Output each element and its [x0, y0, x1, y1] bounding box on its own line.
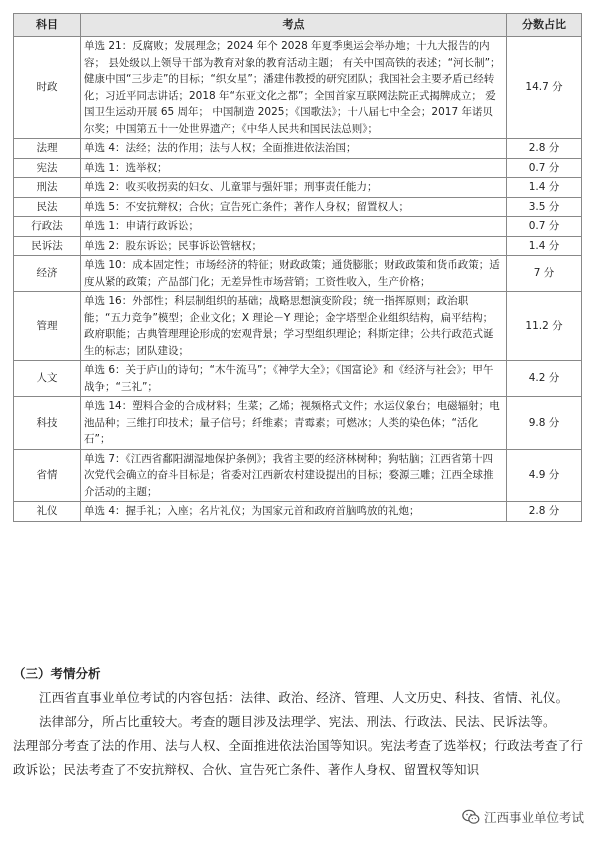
header-subject: 科目	[14, 14, 81, 37]
row-subject: 民诉法	[14, 236, 81, 256]
table-row	[14, 139, 582, 159]
table-row	[14, 449, 582, 502]
analysis-paragraph: 法律部分，所占比重较大。考查的题目涉及法理学、宪法、刑法、行政法、民法、民诉法等。	[39, 714, 556, 729]
row-score: 4.2 分	[507, 361, 582, 397]
row-subject: 刑法	[14, 178, 81, 198]
table-row	[14, 37, 582, 139]
table-header-row	[14, 14, 582, 37]
row-subject: 科技	[14, 397, 81, 450]
table-row	[14, 217, 582, 237]
exam-analysis-section	[13, 658, 583, 782]
table-row	[14, 397, 582, 450]
row-score: 1.4 分	[507, 178, 582, 198]
row-score: 1.4 分	[507, 236, 582, 256]
watermark-text: 江西事业单位考试	[483, 810, 584, 825]
row-subject: 管理	[14, 292, 81, 361]
analysis-paragraph: 法理部分考查了法的作用、法与人权、全面推进依法治国等知识。宪法考查了选举权；行政法考查了行政诉讼；民法考查了不安抗辩权、合伙、宣告死亡条件、著作人身权、留置权等知识	[13, 738, 583, 777]
table-row	[14, 197, 582, 217]
row-points: 单选 1：申请行政诉讼；	[81, 217, 507, 237]
row-points: 单选 16：外部性；科层制组织的基础；战略思想演变阶段；统一指挥原则；政治职能；“五力竞争”模型；企业文化；X 理论－Y 理论；金字塔型企业组织结构，扁平结构；政府职能；古典管理理论形成的宏观背景；学习型组织理论；科斯定律；公共行政范式诞生的标志；团队建设；	[81, 292, 507, 361]
row-subject: 人文	[14, 361, 81, 397]
row-score: 0.7 分	[507, 158, 582, 178]
row-score: 2.8 分	[507, 502, 582, 522]
row-points: 单选 14：塑料合金的合成材料；生菜；乙烯；视频格式文件；水运仪象台；电磁辐射；电池品种；三维打印技术；量子信号；纤维素；青霉素；可燃冰；人类的染色体；“活化石”；	[81, 397, 507, 450]
row-subject: 宪法	[14, 158, 81, 178]
row-subject: 民法	[14, 197, 81, 217]
row-points: 单选 1：选举权；	[81, 158, 507, 178]
table-row	[14, 178, 582, 198]
row-score: 9.8 分	[507, 397, 582, 450]
row-subject: 行政法	[14, 217, 81, 237]
row-subject: 经济	[14, 256, 81, 292]
row-score: 3.5 分	[507, 197, 582, 217]
row-points: 单选 6：关于庐山的诗句；“木牛流马”；《神学大全》；《国富论》和《经济与社会》；甲午战争；“三礼”；	[81, 361, 507, 397]
watermark	[460, 808, 586, 826]
row-points: 单选 21：反腐败；发展理念；2024 年个 2028 年夏季奥运会举办地；十九大报告的内容； 县处级以上领导干部为教育对象的教育活动主题； 有关中国高铁的表述；“河长制”；健康中国“三步走”的目标；“织女星”；潘建伟教授的研究团队；我国社会主要矛盾已经转化；习近平同志讲话；2018 年“东亚文化之都”；全国首家互联网法院正式揭牌成立； 爱国卫生运动开展 65 周年； 中国制造 2025；《国歌法》；十八届七中全会；2017 年诺贝尔奖；中国第五十一处世界遗产；《中华人民共和国民法总则》；	[81, 37, 507, 139]
row-subject: 省情	[14, 449, 81, 502]
exam-points-table	[13, 13, 582, 522]
row-score: 0.7 分	[507, 217, 582, 237]
table-row	[14, 361, 582, 397]
row-subject: 礼仪	[14, 502, 81, 522]
row-subject: 法理	[14, 139, 81, 159]
row-points: 单选 2：股东诉讼；民事诉讼管辖权；	[81, 236, 507, 256]
row-points: 单选 5：不安抗辩权；合伙；宣告死亡条件；著作人身权；留置权人；	[81, 197, 507, 217]
row-points: 单选 2：收买收拐卖的妇女、儿童罪与强奸罪；刑事责任能力；	[81, 178, 507, 198]
analysis-heading: （三）考情分析	[13, 666, 101, 681]
table-row	[14, 502, 582, 522]
row-points: 单选 10：成本固定性；市场经济的特征；财政政策；通货膨胀；财政政策和货币政策；适度从紧的政策；产品部门化；无差异性市场营销；工资性收入，生产价格；	[81, 256, 507, 292]
table-row	[14, 292, 582, 361]
header-points: 考点	[81, 14, 507, 37]
table-row	[14, 158, 582, 178]
header-score: 分数占比	[507, 14, 582, 37]
row-points: 单选 7：《江西省鄱阳湖湿地保护条例》；我省主要的经济林树种；狗牯脑；江西省第十四次党代会确立的奋斗目标是；省委对江西新农村建设提出的目标；婺源三雕；江西全球推介活动的主题；	[81, 449, 507, 502]
row-score: 2.8 分	[507, 139, 582, 159]
table-row	[14, 236, 582, 256]
row-score: 7 分	[507, 256, 582, 292]
analysis-paragraph: 江西省直事业单位考试的内容包括：法律、政治、经济、管理、人文历史、科技、省情、礼仪。	[39, 690, 569, 705]
row-points: 单选 4：握手礼；入座；名片礼仪；为国家元首和政府首脑鸣放的礼炮；	[81, 502, 507, 522]
row-score: 14.7 分	[507, 37, 582, 139]
row-score: 4.9 分	[507, 449, 582, 502]
table-row	[14, 256, 582, 292]
row-subject: 时政	[14, 37, 81, 139]
wechat-icon	[462, 809, 480, 825]
row-score: 11.2 分	[507, 292, 582, 361]
row-points: 单选 4：法经；法的作用；法与人权；全面推进依法治国；	[81, 139, 507, 159]
